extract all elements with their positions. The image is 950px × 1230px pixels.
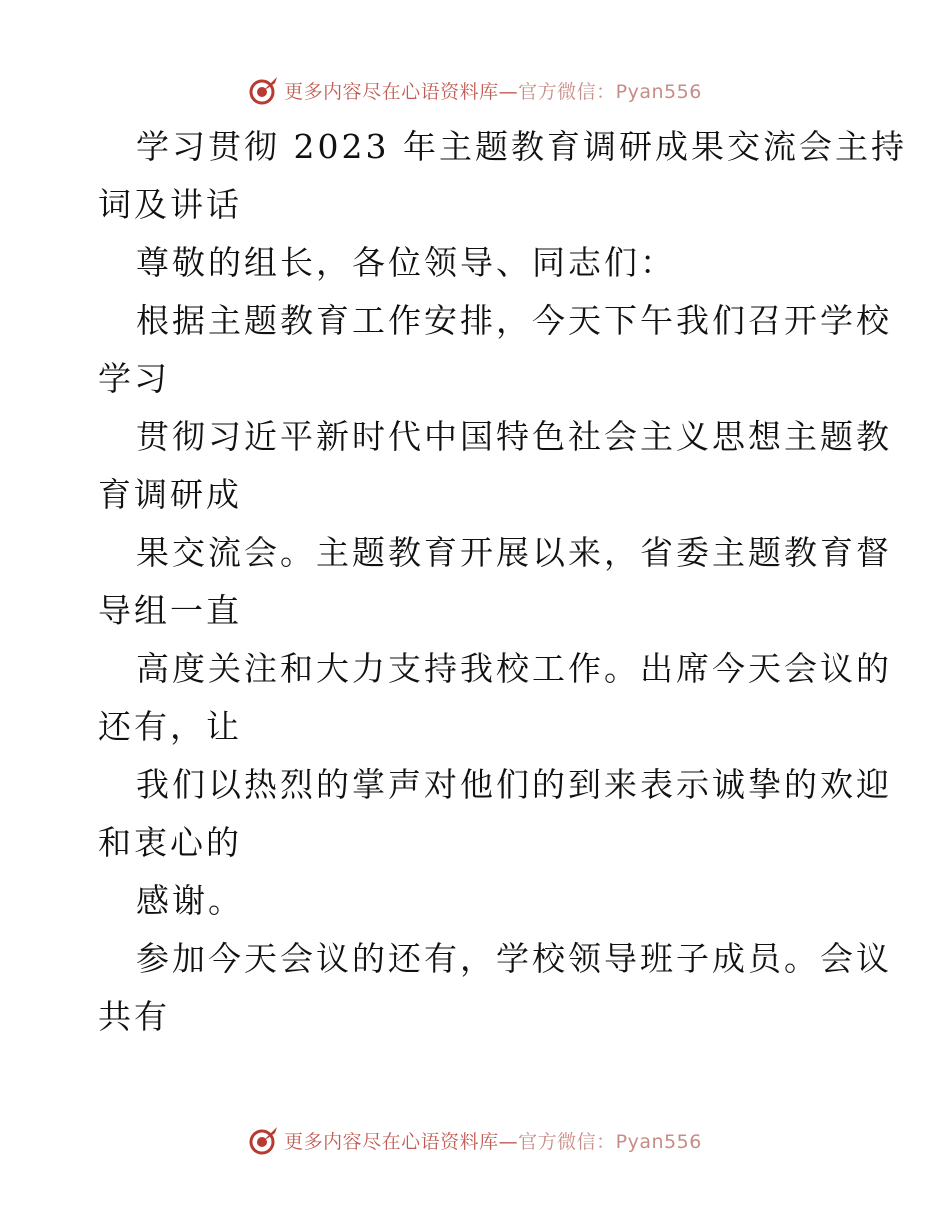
text-line: 词及讲话	[98, 185, 242, 224]
text-line: 和衷心的	[98, 823, 242, 862]
text-line: 导组一直	[98, 591, 242, 630]
text-line: 参加今天会议的还有，学校领导班子成员。会议	[136, 939, 892, 978]
text-line: 还有，让	[98, 707, 242, 746]
text-line: 果交流会。主题教育开展以来，省委主题教育督	[136, 533, 892, 572]
quill-logo-icon	[248, 1124, 280, 1156]
quill-logo-icon	[248, 74, 280, 106]
header-banner-text: 更多内容尽在心语资料库—官方微信：Pyan556	[284, 80, 702, 103]
text-line: 学习贯彻 2023 年主题教育调研成果交流会主持	[136, 127, 907, 166]
text-line: 高度关注和大力支持我校工作。出席今天会议的	[136, 649, 892, 688]
text-line: 贯彻习近平新时代中国特色社会主义思想主题教	[136, 417, 892, 456]
document-body	[98, 118, 907, 1046]
text-line: 尊敬的组长，各位领导、同志们：	[136, 243, 676, 282]
footer-banner	[0, 1122, 950, 1158]
text-line: 学习	[98, 359, 170, 398]
footer-banner-text: 更多内容尽在心语资料库—官方微信：Pyan556	[284, 1130, 702, 1153]
text-line: 感谢。	[136, 881, 244, 920]
header-banner	[0, 72, 950, 108]
text-line: 育调研成	[98, 475, 242, 514]
text-line: 共有	[98, 997, 170, 1036]
text-line: 我们以热烈的掌声对他们的到来表示诚挚的欢迎	[136, 765, 892, 804]
text-line: 根据主题教育工作安排，今天下午我们召开学校	[136, 301, 892, 340]
